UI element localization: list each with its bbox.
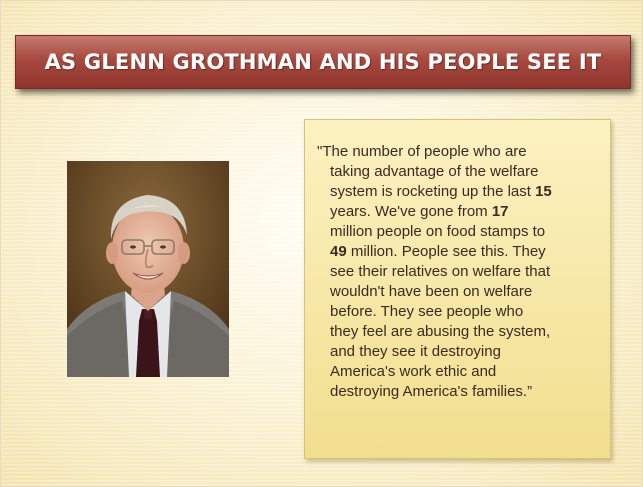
quote-text <box>317 142 607 402</box>
quote-line: see their relatives on welfare that <box>330 263 551 280</box>
quote-line: before. They see people who <box>330 303 524 320</box>
portrait-photo <box>67 161 229 377</box>
quote-line: wouldn't have been on welfare <box>330 283 533 300</box>
title-banner <box>15 35 631 89</box>
quote-line: and they see it destroying <box>330 343 501 360</box>
quote-line: destroying America's families.” <box>330 383 533 400</box>
quote-line: years. We've gone from 17 <box>330 203 509 220</box>
quote-line: system is rocketing up the last 15 <box>330 183 552 200</box>
quote-line: million people on food stamps to <box>330 223 546 240</box>
slide-title: AS GLENN GROTHMAN AND HIS PEOPLE SEE IT <box>44 50 602 74</box>
quote-box <box>304 119 611 459</box>
quote-line: America's work ethic and <box>330 363 497 380</box>
quote-line: 49 million. People see this. They <box>330 243 546 260</box>
quote-line: taking advantage of the welfare <box>330 163 539 180</box>
portrait-icon <box>67 161 229 377</box>
quote-line: they feel are abusing the system, <box>330 323 551 340</box>
quote-line: "The number of people who are <box>317 143 527 160</box>
